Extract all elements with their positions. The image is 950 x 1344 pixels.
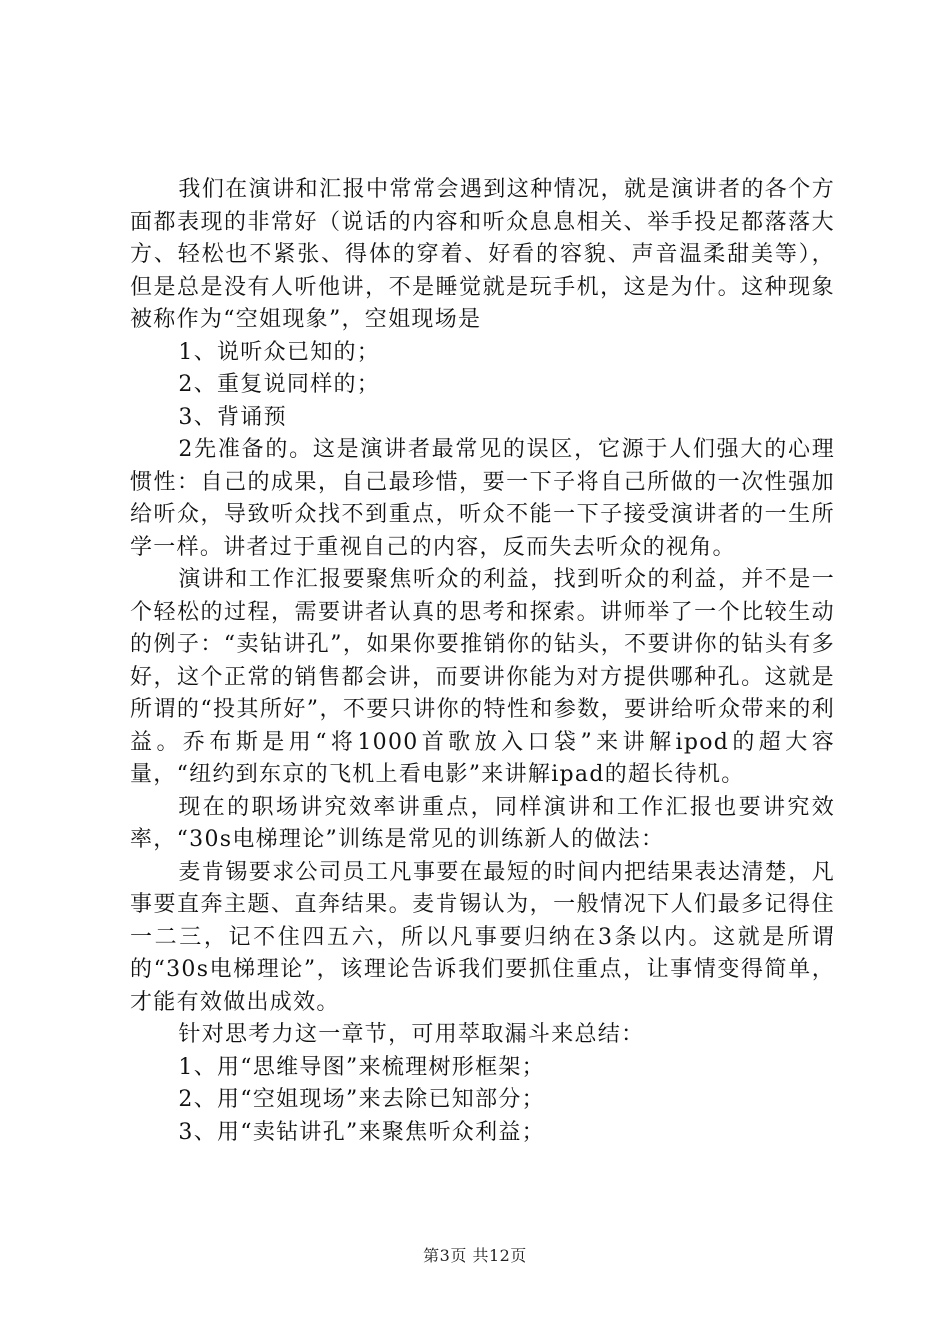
paragraph: 麦肯锡要求公司员工凡事要在最短的时间内把结果表达清楚，凡事要直奔主题、直奔结果。麦肯锡认为，一般情况下人们最多记得住一二三，记不住四五六，所以凡事要归纳在3条以内。这就是所谓的“30s电梯理论”，该理论告诉我们要抓住重点，让事情变得简单，才能有效做出成效。 bbox=[130, 859, 835, 1015]
paragraph: 2先准备的。这是演讲者最常见的误区，它源于人们强大的心理惯性：自己的成果，自己最珍惜，要一下子将自己所做的一次性强加给听众，导致听众找不到重点，听众不能一下子接受演讲者的一生所学一样。讲者过于重视自己的内容，反而失去听众的视角。 bbox=[130, 437, 835, 560]
list-item: 2、用“空姐现场”来去除已知部分； bbox=[178, 1087, 545, 1112]
paragraph: 针对思考力这一章节，可用萃取漏斗来总结： bbox=[178, 1022, 645, 1047]
list-item: 3、用“卖钻讲孔”来聚焦听众利益； bbox=[178, 1119, 545, 1145]
page-number-footer: 第3页 共12页 bbox=[423, 1246, 527, 1265]
paragraph: 现在的职场讲究效率讲重点，同样演讲和工作汇报也要讲究效率，“30s电梯理论”训练是常见的训练新人的做法： bbox=[130, 794, 835, 852]
paragraph: 演讲和工作汇报要聚焦听众的利益，找到听众的利益，并不是一个轻松的过程，需要讲者认真的思考和探索。讲师举了一个比较生动的例子：“卖钻讲孔”，如果你要推销你的钻头，不要讲你的钻头有多好，这个正常的销售都会讲，而要讲你能为对方提供哪种孔。这就是所谓的“投其所好”，不要只讲你的特性和参数，要讲给听众带来的利益。乔布斯是用“将1000首歌放入口袋”来讲解ipod的超大容量，“纽约到东京的飞机上看电影”来讲解ipad的超长待机。 bbox=[130, 567, 835, 787]
list-item: 2、重复说同样的； bbox=[178, 372, 381, 397]
paragraph-intro: 我们在演讲和汇报中常常会遇到这种情况，就是演讲者的各个方面都表现的非常好（说话的内容和听众息息相关、举手投足都落落大方、轻松也不紧张、得体的穿着、好看的容貌、声音温柔甜美等），但是总是没有人听他讲，不是睡觉就是玩手机，这是为什。这种现象被称作为“空姐现象”，空姐现场是 bbox=[130, 177, 835, 332]
list-item: 3、背诵预 bbox=[178, 404, 287, 430]
list-item: 1、用“思维导图”来梳理树形框架； bbox=[178, 1054, 545, 1080]
list-item: 1、说听众已知的； bbox=[178, 339, 381, 365]
document-body bbox=[130, 174, 835, 1149]
